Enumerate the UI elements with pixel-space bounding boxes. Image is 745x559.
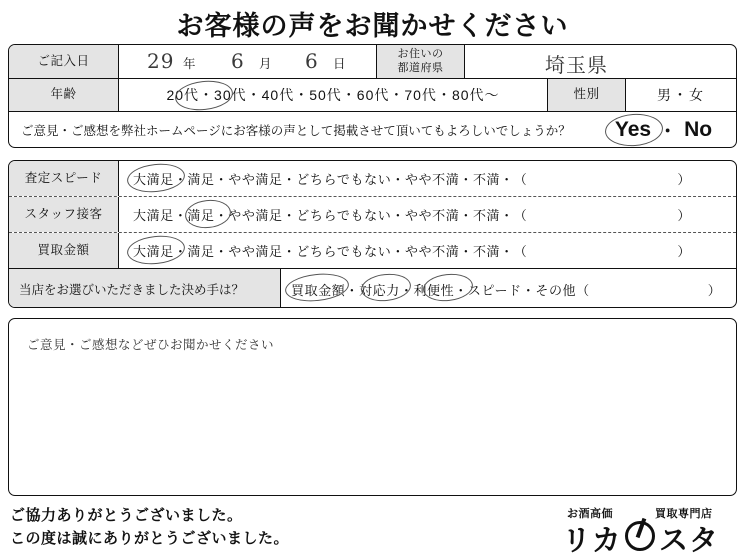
logo-wordmark-right: スタ <box>659 523 720 557</box>
row-options-staff[interactable] <box>119 197 736 232</box>
date-day-unit: 日 <box>333 57 346 71</box>
sep: ・ <box>173 172 188 187</box>
sep: ・ <box>294 87 310 103</box>
opt-1[interactable]: 満足 <box>187 172 215 187</box>
logo-subtitle-right: 買取専門店 <box>655 508 713 520</box>
sep: ・ <box>389 87 405 103</box>
sep: ・ <box>459 244 473 259</box>
reason-free-open: （ <box>576 282 590 298</box>
free-open: （ <box>513 244 528 259</box>
address-field[interactable] <box>465 45 736 78</box>
opt-5[interactable]: 不満 <box>472 172 501 187</box>
logo-wordmark-left: リカ <box>562 523 622 557</box>
sep: ・ <box>459 208 473 223</box>
age-option-5[interactable]: 70代 <box>404 87 437 103</box>
sep: ・ <box>459 172 473 187</box>
address-label-line1: お住いの <box>397 47 444 60</box>
sep: ・ <box>214 244 229 259</box>
respondent-info-block <box>8 44 737 148</box>
sex-options[interactable] <box>626 79 736 111</box>
sep: ・ <box>659 122 677 141</box>
sep: ・ <box>173 244 188 259</box>
satisfaction-row-amount <box>9 233 736 269</box>
opt-1[interactable]: 満足 <box>187 244 215 259</box>
sep: ・ <box>199 87 215 103</box>
consent-question: ご意見・ご感想を弊社ホームページにお客様の声として掲載させて頂いてもよろしいでしょうか？ <box>21 123 571 138</box>
sep: ・ <box>399 282 414 298</box>
sep: ・ <box>454 282 468 298</box>
opt-0[interactable]: 大満足 <box>133 208 174 223</box>
opt-3[interactable]: どちらでもない <box>296 208 392 223</box>
reason-opt-3[interactable]: スピード <box>467 282 522 298</box>
sep: ・ <box>500 244 514 259</box>
age-options[interactable] <box>119 79 548 111</box>
date-address-row <box>9 45 736 79</box>
consent-yes[interactable]: Yes <box>614 117 652 141</box>
sep: ・ <box>246 87 262 103</box>
age-option-3[interactable]: 50代 <box>309 87 342 103</box>
date-year-unit: 年 <box>183 57 196 71</box>
opt-4[interactable]: やや不満 <box>404 208 460 223</box>
reason-row <box>9 269 736 308</box>
sep: ・ <box>345 282 360 298</box>
date-month-value: 6 <box>231 49 245 73</box>
address-value: 埼玉県 <box>545 53 608 77</box>
reason-opt-2[interactable]: 利便性 <box>413 282 455 298</box>
sep: ・ <box>214 172 229 187</box>
free-close: ） <box>677 244 691 259</box>
sex-label: 性別 <box>548 79 626 111</box>
opt-2[interactable]: やや満足 <box>228 244 283 259</box>
address-label-line2: 都道府県 <box>397 61 444 74</box>
age-option-4[interactable]: 60代 <box>356 87 390 103</box>
free-open: （ <box>513 208 528 223</box>
age-option-1[interactable]: 30代 <box>214 87 247 103</box>
thanks-message <box>10 505 289 550</box>
address-label <box>377 45 465 78</box>
opt-0[interactable]: 大満足 <box>133 172 174 187</box>
satisfaction-row-staff <box>9 197 736 233</box>
reason-question: 当店をお選びいただきました決め手は？ <box>9 269 281 308</box>
opt-5[interactable]: 不満 <box>472 208 501 223</box>
consent-row <box>9 112 736 147</box>
sep: ・ <box>214 208 229 223</box>
row-label-amount: 買取金額 <box>9 233 119 268</box>
free-open: （ <box>513 172 528 187</box>
sep: ・ <box>391 244 405 259</box>
age-sex-row <box>9 79 736 112</box>
opt-3[interactable]: どちらでもない <box>296 244 392 259</box>
opt-1[interactable]: 満足 <box>187 208 215 223</box>
opt-2[interactable]: やや満足 <box>228 208 283 223</box>
date-field[interactable] <box>119 45 377 78</box>
thanks-line-1: ご協力ありがとうございました。 <box>10 507 243 524</box>
sep: ・ <box>500 208 514 223</box>
row-label-speed: 査定スピード <box>9 161 119 196</box>
opt-5[interactable]: 不満 <box>472 244 501 259</box>
sex-option-male[interactable]: 男 <box>657 87 673 103</box>
date-day-value: 6 <box>305 49 319 73</box>
age-option-2[interactable]: 40代 <box>261 87 295 103</box>
satisfaction-block <box>8 160 737 308</box>
sep: ・ <box>341 87 357 103</box>
sep: ・ <box>673 87 689 103</box>
opt-2[interactable]: やや満足 <box>228 172 283 187</box>
satisfaction-row-speed <box>9 161 736 197</box>
reason-opt-0[interactable]: 買取金額 <box>291 282 346 298</box>
sep: ・ <box>500 172 514 187</box>
free-comment-block[interactable] <box>8 318 737 496</box>
opt-0[interactable]: 大満足 <box>133 244 174 259</box>
age-option-0[interactable]: 20代 <box>166 87 200 103</box>
sep: ・ <box>173 208 188 223</box>
sep: ・ <box>391 208 405 223</box>
reason-options[interactable] <box>281 269 736 308</box>
date-month-unit: 月 <box>259 57 272 71</box>
date-year-value: 29 <box>147 49 175 73</box>
age-option-6[interactable]: 80代〜 <box>451 87 500 103</box>
free-close: ） <box>677 172 691 187</box>
sex-option-female[interactable]: 女 <box>689 87 705 103</box>
row-label-staff: スタッフ接客 <box>9 197 119 232</box>
sep: ・ <box>521 282 536 298</box>
opt-4[interactable]: やや不満 <box>404 172 460 187</box>
free-comment-placeholder: ご意見・ご感想などぜひお聞かせください <box>27 338 275 352</box>
sep: ・ <box>282 208 297 223</box>
consent-answer[interactable] <box>591 112 736 147</box>
sep: ・ <box>391 172 405 187</box>
opt-3[interactable]: どちらでもない <box>296 172 392 187</box>
date-label: ご記入日 <box>9 45 119 78</box>
free-close: ） <box>677 208 691 223</box>
row-options-speed[interactable] <box>119 161 736 196</box>
opt-4[interactable]: やや不満 <box>404 244 460 259</box>
page-title: お客様の声をお聞かせください <box>176 11 569 42</box>
logo-subtitle-left: お酒高価 <box>567 508 613 520</box>
logo-circle-icon <box>625 521 655 551</box>
reason-free-close: ） <box>707 282 722 298</box>
thanks-line-2: この度は誠にありがとうございました。 <box>10 529 290 547</box>
brand-logo <box>507 505 737 557</box>
sep: ・ <box>282 172 297 187</box>
sep: ・ <box>436 87 452 103</box>
consent-no[interactable]: No <box>684 117 713 141</box>
reason-opt-4[interactable]: その他 <box>535 282 577 298</box>
age-label: 年齢 <box>9 79 119 111</box>
row-options-amount[interactable] <box>119 233 736 268</box>
sep: ・ <box>282 244 297 259</box>
reason-opt-1[interactable]: 対応力 <box>359 282 400 298</box>
